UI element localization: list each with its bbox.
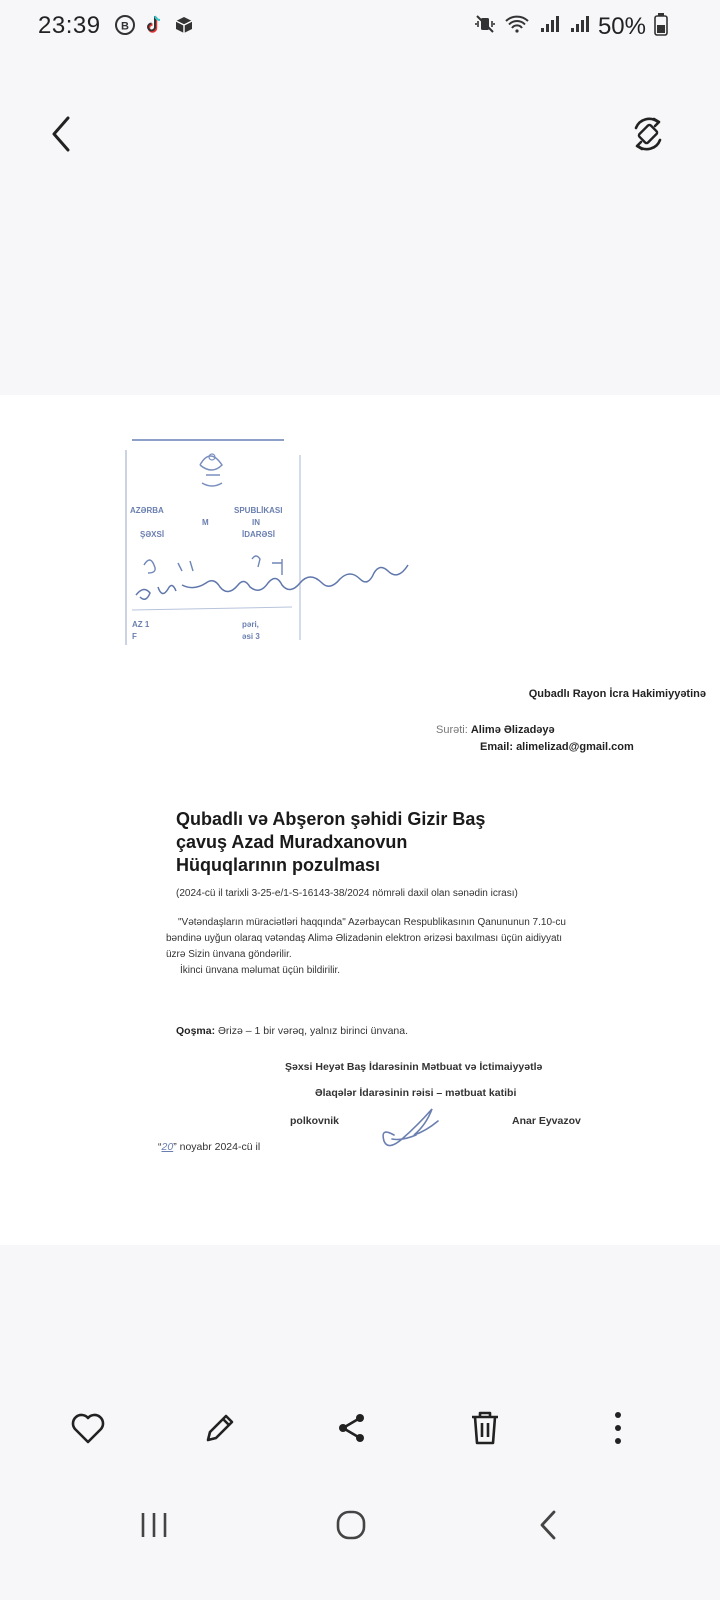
pencil-icon [202,1410,238,1446]
more-vertical-icon [612,1410,624,1446]
more-options-button[interactable] [588,1395,648,1461]
title-line: çavuş Azad Muradxanovun [176,832,408,852]
date-day: 20 [161,1141,174,1153]
signal-icon [538,13,560,40]
wifi-icon [504,13,530,40]
title-line: Hüquqlarının pozulması [176,855,381,875]
addressee: Qubadlı Rayon İcra Hakimiyyətinə [528,688,706,700]
favorite-button[interactable] [58,1395,118,1461]
mute-vibrate-icon [474,13,496,40]
svg-text:AZƏRBA: AZƏRBA [130,506,164,515]
svg-text:əsi 3: əsi 3 [242,632,260,641]
document-title [176,808,576,877]
heart-icon [70,1411,106,1445]
date-rest: noyabr 2024-cü il [179,1141,261,1153]
system-status-icons [474,12,668,41]
attachment-line [176,1025,408,1037]
signatory-position: Şəxsi Heyət Baş İdarəsinin Mətbuat və İctimaiyyətlə [285,1061,543,1073]
attachment-text: Ərizə – 1 bir vərəq, yalnız birinci ünvana. [218,1025,409,1037]
battery-icon [654,12,668,41]
document-body [166,915,720,979]
signatory-position-2: Əlaqələr İdarəsinin rəisi – mətbuat katibi [315,1087,517,1099]
document-image[interactable] [0,395,720,1245]
svg-text:F: F [132,632,137,641]
home-button[interactable] [316,1490,386,1560]
status-time: 23:39 [38,12,101,39]
attachment-label: Qoşma: [176,1025,216,1037]
svg-text:M: M [202,518,209,527]
copy-recipient [436,722,634,756]
svg-text:SPUBLİKASI: SPUBLİKASI [234,506,283,515]
recent-apps-icon [139,1511,169,1539]
notification-icons [114,14,194,41]
edit-button[interactable] [190,1395,250,1461]
recent-apps-button[interactable] [119,1490,189,1560]
svg-text:AZ 1: AZ 1 [132,620,150,629]
official-stamp [122,435,422,655]
title-line: Qubadlı və Abşeron şəhidi Gizir Baş [176,809,486,829]
copy-label: Surəti: [436,724,468,736]
svg-text:pəri,: pəri, [242,620,259,629]
signal-icon [568,13,590,40]
copy-email: Email: alimelizad@gmail.com [480,741,634,753]
b-circle-icon [114,14,136,41]
body-line: İkinci ünvana məlumat üçün bildirilir. [180,965,341,976]
copy-name: Alimə Əlizadəyə [470,724,555,736]
handwritten-signature [372,1095,452,1155]
body-line: "Vətəndaşların müraciətləri haqqında" Azərbaycan Respublikasının Qanununun 7.10-cu [178,917,566,928]
auto-rotate-icon [628,114,668,154]
document-date: “20” noyabr 2024-cü il [158,1141,261,1153]
signatory-name: Anar Eyvazov [512,1115,581,1127]
action-bar [0,1395,720,1461]
share-icon [334,1410,370,1446]
back-button[interactable] [40,110,84,158]
system-navigation-bar [0,1490,720,1560]
svg-text:IN: IN [252,518,260,527]
signatory-rank: polkovnik [290,1115,340,1127]
svg-text:ŞƏXSİ: ŞƏXSİ [140,530,165,539]
share-button[interactable] [322,1395,382,1461]
svg-text:B: B [121,20,129,33]
status-bar [0,0,720,52]
body-line: üzrə Sizin ünvana göndərilir. [166,949,292,960]
tiktok-icon [144,14,166,41]
trash-icon [468,1409,502,1447]
battery-percentage: 50% [597,12,646,40]
chevron-left-icon [48,114,76,154]
nav-back-button[interactable] [513,1490,583,1560]
svg-text:İDARƏSİ: İDARƏSİ [242,530,275,539]
box-icon [174,15,194,40]
auto-rotate-button[interactable] [624,110,672,158]
body-line: bəndinə uyğun olaraq vətəndaş Alimə Əlizadənin elektron ərizəsi baxılması üçün aidiyyatı [166,933,563,944]
reference-line: (2024-cü il tarixli 3-25-e/1-S-16143-38/2024 nömrəli daxil olan sənədin icrası) [176,888,518,899]
back-icon [537,1509,559,1541]
home-icon [335,1509,367,1541]
delete-button[interactable] [455,1395,515,1461]
